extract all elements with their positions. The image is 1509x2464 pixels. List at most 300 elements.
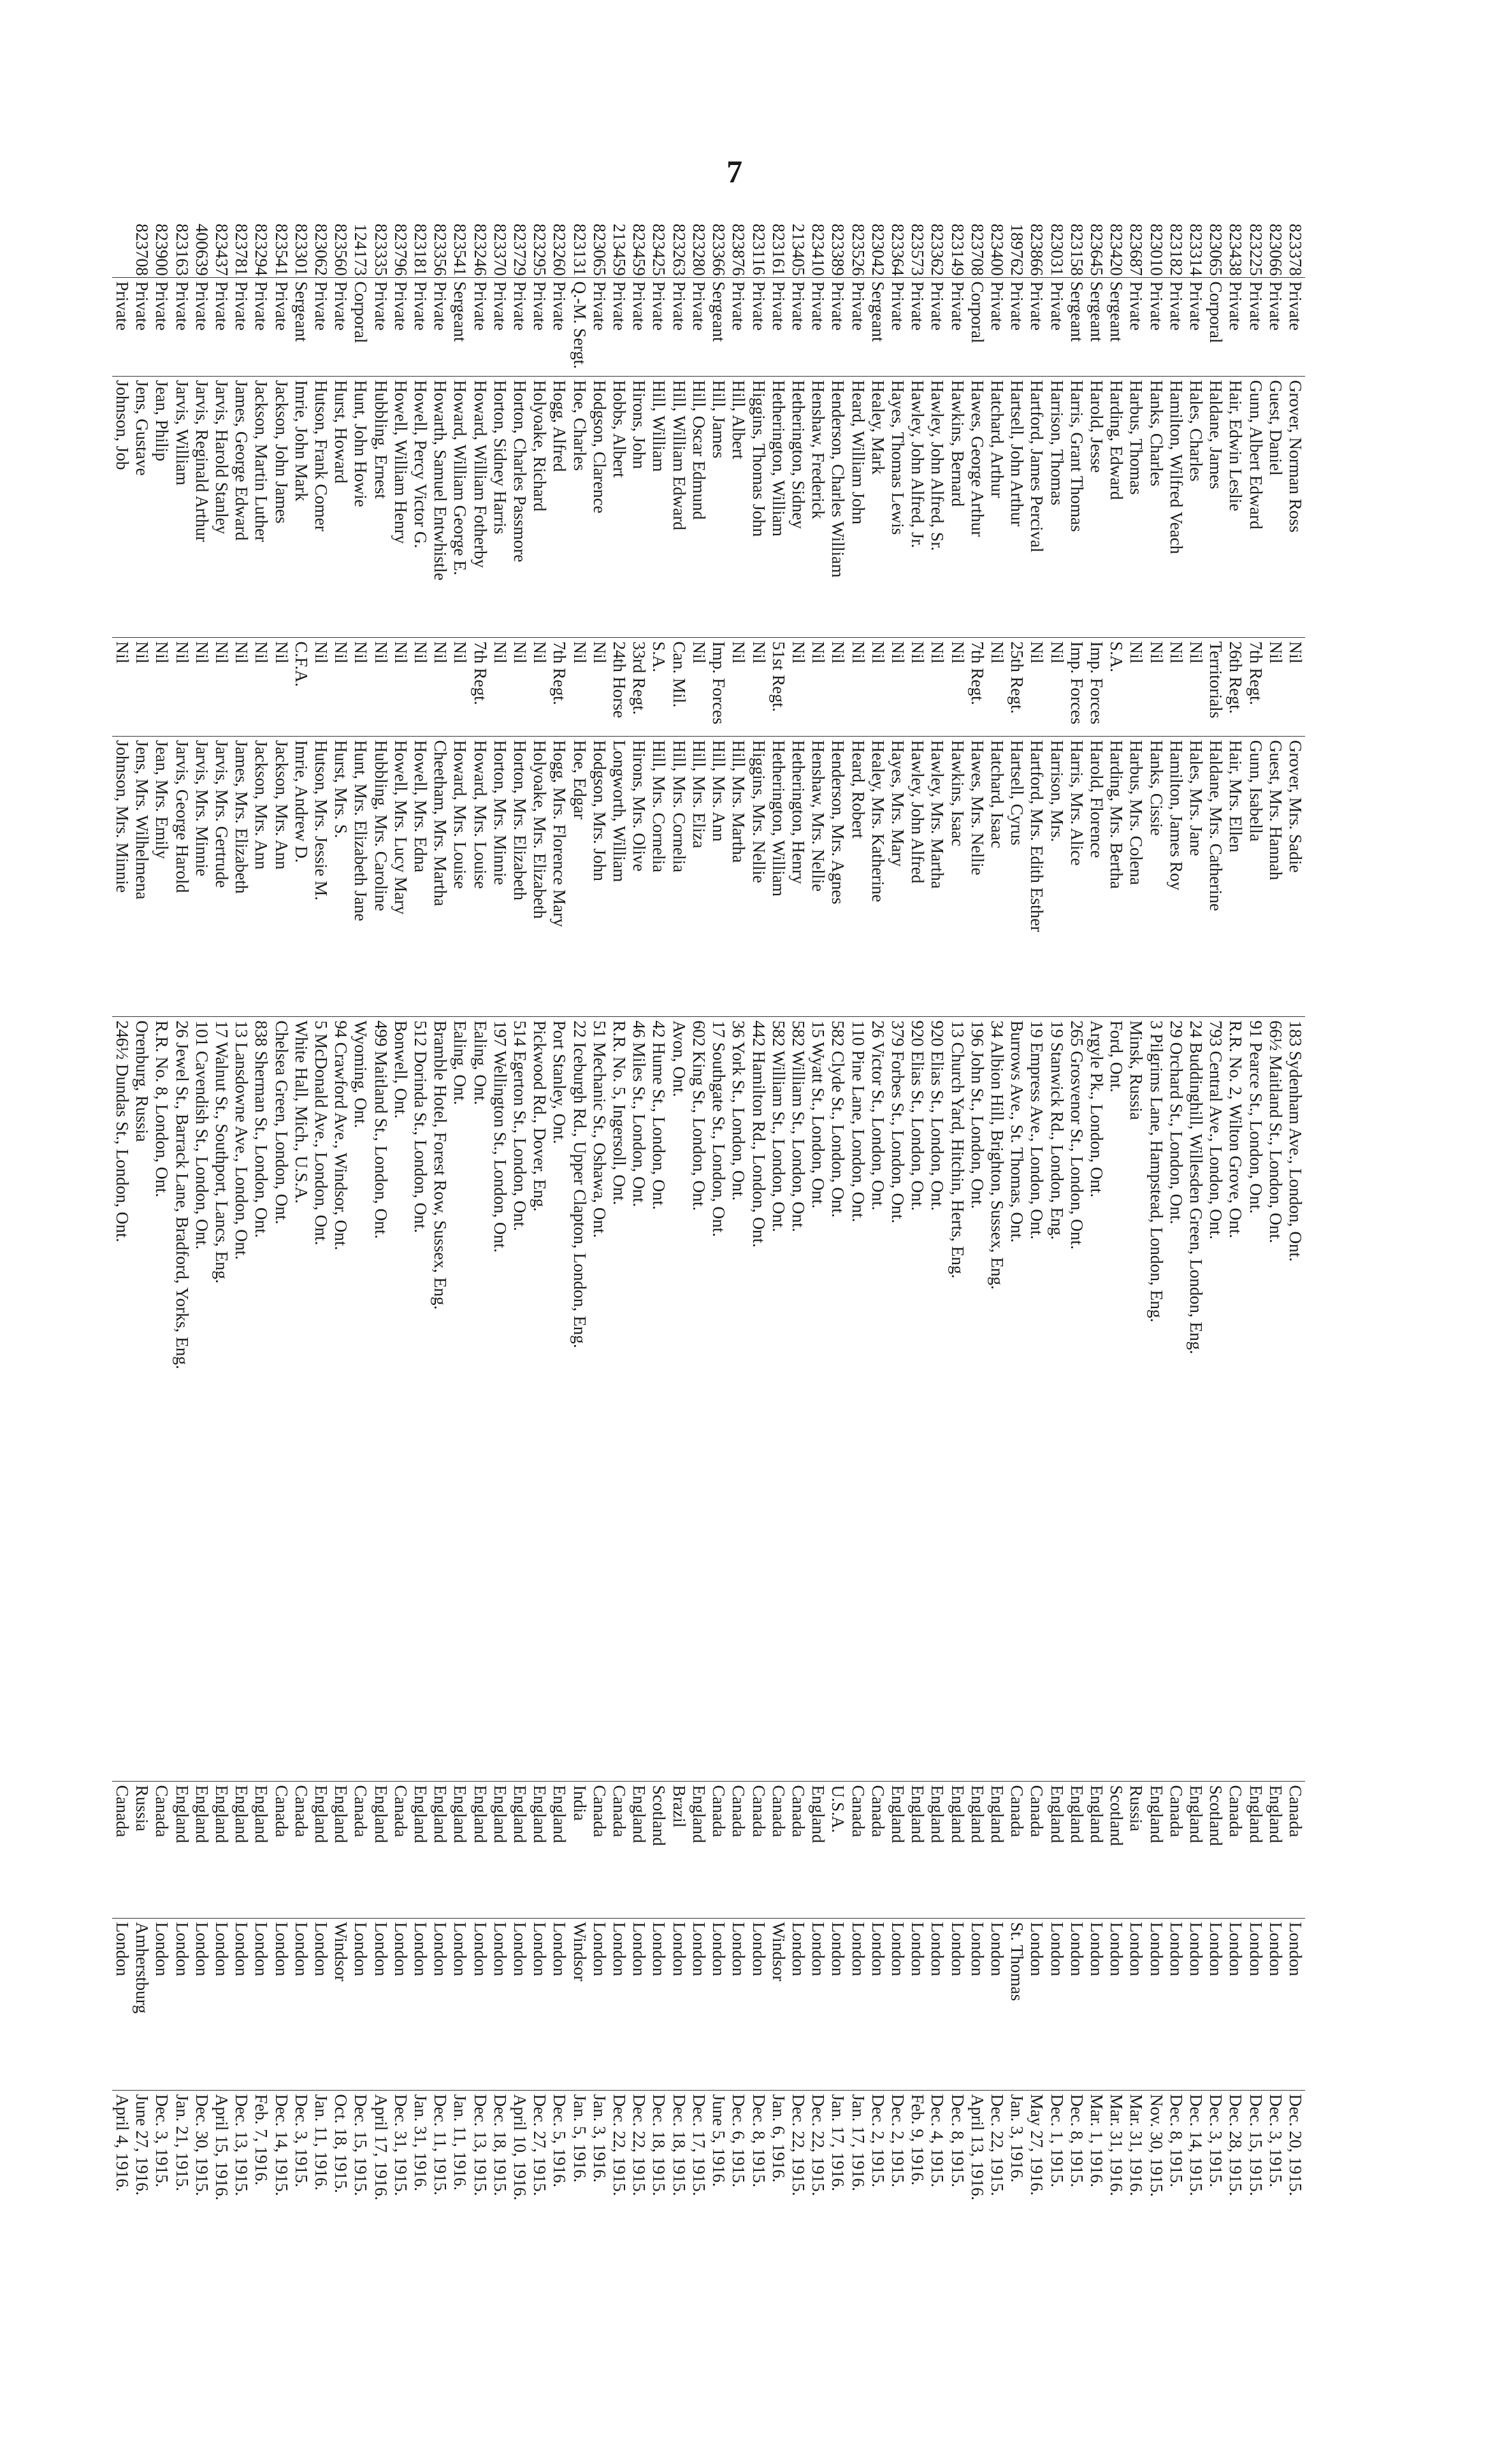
cell-text: Nov. 30, 1915.: [1147, 2094, 1166, 2200]
cell-text: 13 Church Yard, Hitchin, Herts, Eng.: [948, 1021, 967, 1281]
cell-text: Private: [749, 282, 769, 333]
cell-name: [609, 376, 629, 637]
table-row: [132, 220, 152, 2354]
cell-text: Nil: [869, 642, 888, 666]
cell-prev: [391, 637, 410, 736]
cell-addr: [311, 1016, 331, 1781]
cell-kin: [589, 736, 609, 1016]
cell-text: 823314: [1187, 224, 1206, 277]
cell-country: [1007, 1781, 1027, 1918]
cell-text: Dec. 5, 1916.: [550, 2094, 569, 2190]
cell-name: [212, 376, 231, 637]
cell-text: Jackson, John James: [272, 380, 291, 526]
cell-text: 823541: [451, 224, 470, 277]
cell-text: Private: [372, 282, 391, 333]
cell-no: [1245, 220, 1265, 277]
cell-text: Dec. 28, 1915.: [1226, 2094, 1245, 2199]
cell-text: Corporal: [1206, 282, 1225, 346]
table-row: [589, 220, 609, 2354]
cell-country: [1106, 1781, 1126, 1918]
cell-text: Bonwell, Ont.: [391, 1021, 410, 1121]
cell-place: [1067, 1918, 1087, 2090]
table-row: [927, 220, 947, 2354]
cell-text: Hales, Charles: [1187, 380, 1206, 484]
cell-no: [192, 220, 212, 277]
cell-prev: [1266, 637, 1285, 736]
cell-text: Dec. 2, 1915.: [869, 2094, 888, 2190]
cell-text: London: [1266, 1922, 1285, 1979]
table-row: [569, 220, 589, 2354]
table-row: [231, 220, 251, 2354]
cell-text: Harold, Jesse: [1087, 380, 1106, 476]
cell-kin: [1166, 736, 1186, 1016]
cell-text: 920 Elias St., London, Ont.: [908, 1021, 927, 1214]
table-row: [808, 220, 828, 2354]
cell-text: Private: [769, 282, 788, 333]
cell-kin: [709, 736, 728, 1016]
cell-text: Private: [1027, 282, 1046, 333]
cell-text: Harris, Mrs. Alice: [1067, 740, 1087, 868]
cell-text: Henderson, Charles William: [828, 380, 848, 580]
cell-text: Hair, Mrs. Ellen: [1226, 740, 1245, 855]
cell-text: 110 Pine Lane, London, Ont.: [849, 1021, 868, 1225]
cell-date: [171, 2090, 191, 2354]
cell-text: Oct. 18, 1915.: [331, 2094, 350, 2196]
cell-text: Hill, William Edward: [670, 380, 689, 533]
cell-text: Hamilton, James Roy: [1167, 740, 1186, 893]
cell-date: [689, 2090, 709, 2354]
cell-no: [530, 220, 549, 277]
cell-country: [450, 1781, 470, 1918]
cell-text: Private: [471, 282, 490, 333]
cell-text: 823295: [530, 224, 549, 277]
cell-prev: [1206, 637, 1225, 736]
cell-text: 499 Maitland St., London, Ont.: [372, 1021, 391, 1242]
cell-text: Higgins, Mrs. Nellie: [749, 740, 769, 886]
table-row: [112, 220, 132, 2354]
cell-country: [769, 1781, 788, 1918]
cell-addr: [629, 1016, 649, 1781]
cell-no: [1067, 220, 1087, 277]
cell-text: Nil: [451, 642, 470, 666]
cell-text: England: [988, 1785, 1007, 1846]
cell-addr: [1245, 1016, 1265, 1781]
cell-addr: [689, 1016, 709, 1781]
cell-date: [1285, 2090, 1305, 2354]
cell-addr: [649, 1016, 668, 1781]
cell-prev: [1126, 637, 1146, 736]
cell-text: Nil: [530, 642, 549, 666]
cell-text: Canada: [749, 1785, 769, 1840]
cell-text: Jens, Gustave: [133, 380, 152, 479]
table-row: [609, 220, 629, 2354]
cell-text: Nil: [809, 642, 828, 666]
cell-text: Dec. 27, 1915.: [530, 2094, 549, 2199]
table-row: [171, 220, 191, 2354]
cell-place: [132, 1918, 152, 2090]
cell-name: [1046, 376, 1066, 637]
cell-text: Canada: [351, 1785, 370, 1840]
cell-kin: [1087, 736, 1106, 1016]
cell-text: 7th Regt.: [968, 642, 987, 708]
cell-text: London: [550, 1922, 569, 1979]
cell-no: [1186, 220, 1206, 277]
cell-text: London: [1027, 1922, 1046, 1979]
cell-text: Nil: [1266, 642, 1285, 666]
cell-text: Harbus, Mrs. Colena: [1127, 740, 1146, 888]
cell-addr: [808, 1016, 828, 1781]
cell-prev: [112, 637, 132, 736]
cell-text: London: [272, 1922, 291, 1979]
cell-prev: [430, 637, 450, 736]
cell-text: London: [828, 1922, 848, 1979]
cell-text: London: [590, 1922, 609, 1979]
cell-text: Hayes, Thomas Lewis: [888, 380, 907, 538]
table-row: [1007, 220, 1027, 2354]
cell-name: [689, 376, 709, 637]
cell-text: Private: [988, 282, 1007, 333]
cell-text: Hurst, Howard: [331, 380, 350, 486]
cell-text: 26 Victor St., London, Ont.: [869, 1021, 888, 1213]
cell-place: [1285, 1918, 1305, 2090]
cell-place: [1266, 1918, 1285, 2090]
cell-place: [569, 1918, 589, 2090]
cell-date: [470, 2090, 489, 2354]
cell-text: Imp. Forces: [1067, 642, 1087, 727]
cell-no: [967, 220, 987, 277]
cell-text: 823010: [1147, 224, 1166, 277]
cell-text: 213459: [610, 224, 629, 277]
cell-text: Canada: [709, 1785, 728, 1840]
cell-rank: [1166, 277, 1186, 376]
cell-date: [848, 2090, 867, 2354]
cell-text: Private: [1286, 282, 1305, 333]
cell-kin: [769, 736, 788, 1016]
cell-country: [331, 1781, 350, 1918]
cell-rank: [1087, 277, 1106, 376]
cell-kin: [888, 736, 907, 1016]
cell-text: Hurst, Mrs. S.: [331, 740, 350, 841]
cell-text: England: [809, 1785, 828, 1846]
cell-rank: [888, 277, 907, 376]
cell-text: Private: [1187, 282, 1206, 333]
cell-name: [808, 376, 828, 637]
cell-no: [907, 220, 927, 277]
cell-text: 514 Egerton St., London, Ont.: [510, 1021, 530, 1234]
cell-date: [370, 2090, 390, 2354]
cell-country: [788, 1781, 808, 1918]
cell-name: [868, 376, 888, 637]
cell-text: Dec. 3, 1915.: [292, 2094, 311, 2190]
cell-country: [1146, 1781, 1166, 1918]
cell-kin: [728, 736, 748, 1016]
cell-text: Jean, Philip: [152, 380, 171, 464]
cell-text: London: [630, 1922, 649, 1979]
cell-rank: [132, 277, 152, 376]
cell-text: Nil: [173, 642, 192, 666]
cell-country: [271, 1781, 291, 1918]
cell-place: [450, 1918, 470, 2090]
cell-text: 823301: [292, 224, 311, 277]
cell-prev: [450, 637, 470, 736]
cell-name: [748, 376, 768, 637]
cell-text: England: [451, 1785, 470, 1846]
cell-rank: [649, 277, 668, 376]
cell-addr: [1046, 1016, 1066, 1781]
cell-text: Dec. 8, 1915.: [948, 2094, 967, 2190]
cell-text: Private: [1266, 282, 1285, 333]
cell-name: [510, 376, 530, 637]
cell-text: Private: [212, 282, 231, 333]
cell-rank: [848, 277, 867, 376]
cell-prev: [212, 637, 231, 736]
cell-place: [947, 1918, 967, 2090]
cell-place: [589, 1918, 609, 2090]
cell-kin: [947, 736, 967, 1016]
cell-text: Amherstburg: [133, 1922, 152, 2017]
cell-text: Scotland: [650, 1785, 669, 1849]
cell-rank: [629, 277, 649, 376]
cell-place: [410, 1918, 430, 2090]
nominal-roll-table: [113, 220, 1305, 2354]
cell-text: Private: [113, 282, 132, 333]
table-row: [967, 220, 987, 2354]
cell-text: London: [1286, 1922, 1305, 1979]
cell-rank: [311, 277, 331, 376]
cell-addr: [589, 1016, 609, 1781]
cell-text: London: [1067, 1922, 1087, 1979]
cell-text: Hill, James: [709, 380, 728, 461]
cell-date: [1166, 2090, 1186, 2354]
cell-text: 512 Dorinda St., London, Ont.: [411, 1021, 430, 1236]
cell-text: Jan. 3, 1916.: [1007, 2094, 1027, 2186]
cell-text: Howell, Mrs. Edna: [411, 740, 430, 875]
cell-place: [350, 1918, 370, 2090]
cell-text: Nil: [113, 642, 132, 666]
cell-text: Howard, Mrs. Louise: [451, 740, 470, 892]
cell-no: [430, 220, 450, 277]
cell-text: Heard, William John: [849, 380, 868, 528]
cell-text: Dec. 14, 1915.: [272, 2094, 291, 2199]
cell-text: Nil: [749, 642, 769, 666]
cell-country: [112, 1781, 132, 1918]
cell-text: London: [192, 1922, 212, 1979]
cell-text: Dec. 6, 1915.: [729, 2094, 748, 2190]
cell-kin: [311, 736, 331, 1016]
cell-text: England: [1246, 1785, 1266, 1846]
cell-text: Hutson, Frank Comer: [312, 380, 331, 534]
cell-place: [391, 1918, 410, 2090]
cell-text: Hill, Mrs. Cornelia: [670, 740, 689, 875]
cell-text: England: [1147, 1785, 1166, 1846]
table-row: [1206, 220, 1225, 2354]
cell-text: Hawes, Mrs. Nellie: [968, 740, 987, 878]
cell-place: [987, 1918, 1007, 2090]
cell-rank: [868, 277, 888, 376]
cell-text: Corporal: [968, 282, 987, 346]
cell-text: Private: [530, 282, 549, 333]
cell-place: [1106, 1918, 1126, 2090]
cell-date: [828, 2090, 848, 2354]
cell-text: 17 Walnut St., Southport, Lancs, Eng.: [212, 1021, 231, 1286]
cell-text: Sergeant: [1087, 282, 1106, 345]
table-row: [1087, 220, 1106, 2354]
cell-text: Canada: [849, 1785, 868, 1840]
cell-place: [709, 1918, 728, 2090]
table-row: [1067, 220, 1087, 2354]
cell-addr: [1206, 1016, 1225, 1781]
cell-text: Dec. 22, 1915.: [809, 2094, 828, 2199]
cell-text: Dec. 1, 1915.: [1048, 2094, 1067, 2190]
cell-date: [410, 2090, 430, 2354]
cell-text: Nil: [232, 642, 251, 666]
cell-text: London: [1206, 1922, 1225, 1979]
cell-text: London: [1187, 1922, 1206, 1979]
cell-text: Nil: [1127, 642, 1146, 666]
cell-kin: [649, 736, 668, 1016]
cell-prev: [331, 637, 350, 736]
cell-text: Hobbs, Albert: [610, 380, 629, 480]
cell-text: Private: [1147, 282, 1166, 333]
cell-kin: [927, 736, 947, 1016]
cell-text: 823687: [1127, 224, 1146, 277]
cell-text: Hogg, Alfred: [550, 380, 569, 475]
cell-text: 246½ Dundas St., London, Ont.: [113, 1021, 132, 1245]
cell-text: Cheetham, Mrs. Martha: [431, 740, 450, 909]
cell-date: [748, 2090, 768, 2354]
cell-text: 7th Regt.: [550, 642, 569, 708]
cell-place: [1186, 1918, 1206, 2090]
cell-text: Nil: [828, 642, 848, 666]
cell-no: [391, 220, 410, 277]
cell-text: London: [888, 1922, 907, 1979]
cell-text: Nil: [1147, 642, 1166, 666]
cell-name: [231, 376, 251, 637]
cell-addr: [927, 1016, 947, 1781]
cell-prev: [987, 637, 1007, 736]
cell-country: [1186, 1781, 1206, 1918]
cell-place: [192, 1918, 212, 2090]
cell-country: [1245, 1781, 1265, 1918]
table-row: [192, 220, 212, 2354]
cell-text: Dec. 30, 1915.: [192, 2094, 212, 2199]
cell-addr: [549, 1016, 569, 1781]
table-row: [1146, 220, 1166, 2354]
cell-rank: [470, 277, 489, 376]
cell-text: London: [849, 1922, 868, 1979]
cell-text: Private: [610, 282, 629, 333]
cell-kin: [987, 736, 1007, 1016]
cell-text: 823149: [948, 224, 967, 277]
cell-country: [1266, 1781, 1285, 1918]
cell-text: England: [510, 1785, 530, 1846]
cell-no: [152, 220, 171, 277]
cell-text: England: [372, 1785, 391, 1846]
cell-rank: [947, 277, 967, 376]
cell-text: Dec. 22, 1915.: [789, 2094, 808, 2199]
cell-addr: [1007, 1016, 1027, 1781]
cell-no: [808, 220, 828, 277]
cell-text: Dec. 31, 1915.: [391, 2094, 410, 2199]
cell-date: [728, 2090, 748, 2354]
cell-text: Howarth, Samuel Entwhistle: [431, 380, 450, 584]
cell-addr: [510, 1016, 530, 1781]
cell-text: Haldane, Mrs. Catherine: [1206, 740, 1225, 914]
cell-text: Scotland: [1206, 1785, 1225, 1849]
cell-text: 823260: [550, 224, 569, 277]
cell-no: [629, 220, 649, 277]
table-row: [888, 220, 907, 2354]
cell-text: London: [152, 1922, 171, 1979]
cell-prev: [888, 637, 907, 736]
cell-kin: [231, 736, 251, 1016]
cell-no: [649, 220, 668, 277]
cell-text: Private: [232, 282, 251, 333]
cell-place: [490, 1918, 510, 2090]
cell-rank: [808, 277, 828, 376]
cell-country: [649, 1781, 668, 1918]
cell-date: [1146, 2090, 1166, 2354]
cell-text: 823263: [670, 224, 689, 277]
cell-prev: [1007, 637, 1027, 736]
cell-text: 823410: [809, 224, 828, 277]
cell-place: [1046, 1918, 1066, 2090]
cell-text: Dec. 15, 1915.: [1246, 2094, 1266, 2199]
cell-text: 51st Regt.: [769, 642, 788, 715]
cell-text: April 17, 1916.: [372, 2094, 391, 2203]
cell-text: London: [451, 1922, 470, 1979]
cell-rank: [967, 277, 987, 376]
cell-text: R.R. No. 8, London, Ont.: [152, 1021, 171, 1200]
cell-name: [112, 376, 132, 637]
cell-country: [987, 1781, 1007, 1918]
cell-text: Grover, Mrs. Sadie: [1286, 740, 1305, 875]
cell-text: Nil: [849, 642, 868, 666]
cell-rank: [589, 277, 609, 376]
cell-kin: [1046, 736, 1066, 1016]
cell-no: [609, 220, 629, 277]
cell-text: Dec. 17, 1915.: [690, 2094, 709, 2199]
cell-text: 823062: [312, 224, 331, 277]
cell-no: [311, 220, 331, 277]
cell-text: 823438: [1226, 224, 1245, 277]
cell-text: Nil: [331, 642, 350, 666]
cell-prev: [152, 637, 171, 736]
cell-text: Private: [312, 282, 331, 333]
cell-rank: [391, 277, 410, 376]
cell-text: Feb. 9, 1916.: [908, 2094, 927, 2188]
cell-place: [1166, 1918, 1186, 2090]
table-row: [152, 220, 171, 2354]
cell-country: [391, 1781, 410, 1918]
cell-text: Hill, Mrs. Cornelia: [650, 740, 669, 875]
cell-addr: [788, 1016, 808, 1781]
cell-no: [1027, 220, 1046, 277]
cell-date: [1126, 2090, 1146, 2354]
cell-name: [1027, 376, 1046, 637]
cell-place: [291, 1918, 311, 2090]
cell-text: Gunn, Isabella: [1246, 740, 1266, 844]
cell-text: 101 Cavendish St., London, Ont.: [192, 1021, 212, 1252]
cell-text: 66½ Maitland St., London, Ont.: [1266, 1021, 1285, 1246]
cell-place: [967, 1918, 987, 2090]
cell-rank: [212, 277, 231, 376]
cell-text: Jan. 17, 1916.: [828, 2094, 848, 2194]
cell-no: [1206, 220, 1225, 277]
cell-prev: [549, 637, 569, 736]
cell-text: Mar. 1, 1916.: [1087, 2094, 1106, 2190]
cell-rank: [907, 277, 927, 376]
